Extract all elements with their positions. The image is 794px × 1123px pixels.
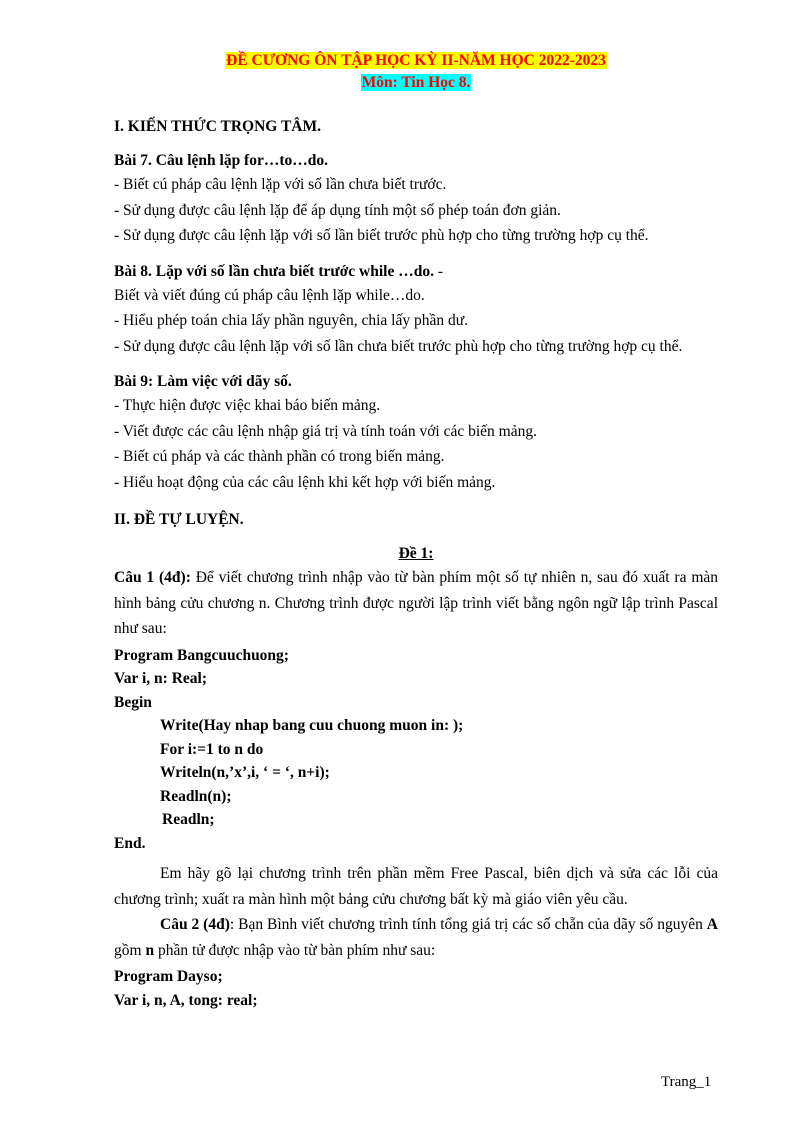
code-line: Program Dayso; [114,968,223,985]
question-2 [114,912,718,963]
code-line: Readln; [162,811,215,828]
code-block-1 [114,644,718,856]
section2-heading: II. ĐỀ TỰ LUYỆN. [114,511,244,528]
code-line: Var i, n: Real; [114,670,207,687]
bai8-item: - Sử dụng được câu lệnh lặp với số lần chưa biết trước phù hợp cho từng trường hợp cụ thể. [114,337,683,355]
code-line: Readln(n); [160,787,232,805]
instruction-paragraph: Em hãy gõ lại chương trình trên phần mềm Free Pascal, biên dịch và sửa các lỗi của chương trình; xuất ra màn hình một bảng cửu chương bất kỳ mà giáo viên yêu cầu. [114,865,718,908]
code-line: Var i, n, A, tong: real; [114,991,258,1009]
question-1-label: Câu 1 (4đ): [114,569,191,586]
code-line: Begin [114,693,152,711]
question-2-label: Câu 2 (4đ) [160,916,230,933]
code-line: Writeln(n,’x’,i, ‘ = ‘, n+i); [160,764,330,781]
bai9-item: - Thực hiện được việc khai báo biến mảng. [114,397,381,414]
section1-heading: I. KIẾN THỨC TRỌNG TÂM. [114,118,321,135]
bai8-item: Biết và viết đúng cú pháp câu lệnh lặp while…do. [114,286,425,304]
doc-title: ĐỀ CƯƠNG ÔN TẬP HỌC KỲ II-NĂM HỌC 2022-2023 [226,52,606,69]
question-2-text: phần tử được nhập vào từ bàn phím như sau: [154,941,436,959]
bai8-item: - Hiểu phép toán chia lấy phần nguyên, chia lấy phần dư. [114,312,469,329]
question-1-text: Để viết chương trình nhập vào từ bàn phím một số tự nhiên n, sau đó xuất ra màn hình bảng cửu chương n. Chương trình được người lập trình viết bằng ngôn ngữ lập trình Pascal như sau: [114,569,719,637]
bai8-title-tail: - [433,262,443,280]
bai7-item: - Biết cú pháp câu lệnh lặp với số lần chưa biết trước. [114,176,447,193]
code-line: Write(Hay nhap bang cuu chuong muon in: ); [160,717,464,734]
page-number: Trang_1 [661,1074,712,1090]
code-line: End. [114,834,146,852]
header [114,50,718,94]
bai9-title: Bài 9: Làm việc với dãy số. [114,373,292,390]
bai8-title: Bài 8. Lặp với số lần chưa biết trước while …do. [114,262,434,280]
bai9-item: - Hiểu hoạt động của các câu lệnh khi kết hợp với biến mảng. [114,473,496,491]
question-2-var-a: A [706,916,718,933]
bai7-title: Bài 7. Câu lệnh lặp for…to…do. [114,152,329,169]
question-2-text: gồm [114,941,146,959]
bai8-title-line [114,261,718,283]
code-block-2 [114,965,718,1012]
code-line: Program Bangcuuchuong; [114,646,289,664]
bai7-item: - Sử dụng được câu lệnh lặp với số lần biết trước phù hợp cho từng trường hợp cụ thể. [114,227,649,244]
document-page [114,50,718,1012]
code-line: For i:=1 to n do [160,740,264,758]
doc-subject: Môn: Tin Học 8. [361,74,471,91]
exam-1-title: Đề 1: [398,545,434,562]
question-2-var-n: n [145,941,155,959]
bai7-item: - Sử dụng được câu lệnh lặp để áp dụng tính một số phép toán đơn giản. [114,201,561,219]
question-1 [114,565,718,642]
bai9-item: - Biết cú pháp và các thành phần có trong biến mảng. [114,448,445,465]
question-2-text: : Bạn Bình viết chương trình tính tổng giá trị các số chẵn của dãy số nguyên [229,916,707,933]
bai9-item: - Viết được các câu lệnh nhập giá trị và tính toán với các biến mảng. [114,422,537,440]
